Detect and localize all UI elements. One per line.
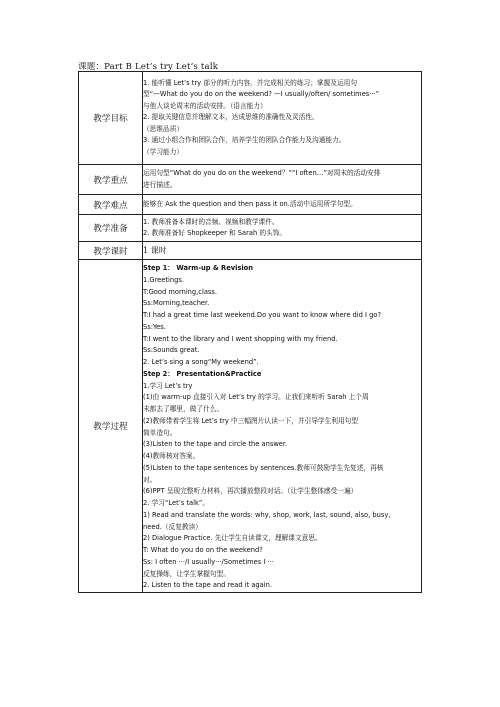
text-line: 2. Listen to the tape and read it again. [143, 581, 272, 590]
text-line: 1. 教师准备本课时的音频、视频和教学课件。 [143, 217, 279, 226]
content-key-points [143, 165, 422, 195]
text-line: (5)Listen to the tape sentences by sentences.教师可鼓励学生先复述，再核 [143, 463, 384, 472]
text-line: （思维品质） [143, 124, 184, 133]
text-line: 能够在 Ask the question and then pass it on.活动中运用所学句型。 [143, 199, 357, 208]
row-periods [79, 242, 422, 260]
label-process: 教学过程 [79, 260, 143, 593]
text-line: 1. 能听懂 Let’s try 部分的听力内容，并完成相关的练习；掌握及运用句 [143, 79, 358, 88]
text-line: Step 1： Warm-up & Revision [143, 264, 254, 272]
text-line: 对。 [143, 475, 157, 484]
text-line: Ss:Sounds great. [143, 346, 200, 355]
content-periods: 1 课时 [143, 242, 422, 260]
text-line: 型“—What do you do on the weekend? —I usually/often/ sometimes···” [143, 90, 380, 99]
text-line: (3)Listen to the tape and circle the answer. [143, 440, 288, 449]
lesson-plan-table [78, 71, 422, 593]
text-line: T:I went to the library and I went shopping with my friend. [143, 334, 338, 343]
row-preparation [79, 215, 422, 242]
text-line: 3. 通过小组合作和团队合作，培养学生的团队合作能力及沟通能力。 [143, 136, 346, 145]
text-line: 1.学习 Let’s try [143, 381, 193, 390]
text-line: 2. 教师准备好 Shopkeeper 和 Sarah 的头饰。 [143, 229, 287, 237]
text-line: Ss: I often ···/I usually···/Sometimes I ··· [143, 557, 274, 566]
content-objectives [143, 72, 422, 165]
text-line: (1)由 warm-up 直接引入对 Let’s try 的学习。让我们来听听 Sarah 上个周 [143, 393, 369, 402]
content-process [143, 260, 422, 593]
lesson-title: 课题：Part B Let’s try Let’s talk [78, 62, 219, 72]
text-line: （学习能力） [143, 147, 184, 156]
text-line: 与他人谈论周末的活动安排。（语言能力） [143, 101, 267, 110]
row-objectives [79, 72, 422, 165]
text-line: 2. 学习“Let’s talk”。 [143, 499, 210, 507]
label-key-points: 教学重点 [79, 165, 143, 195]
row-key-points [79, 165, 422, 195]
content-difficulties [143, 195, 422, 215]
row-process [79, 260, 422, 593]
text-line: 反复操练，让学生掌握句型。 [143, 569, 230, 578]
row-difficulties [79, 195, 422, 215]
text-line: Step 2： Presentation&Practice [143, 369, 262, 378]
text-line: 运用句型“What do you do on the weekend？”“I often…”对周末的活动安排 [143, 169, 381, 178]
text-line: (4)教师核对答案。 [143, 452, 200, 460]
text-line: need.（反复教读） [143, 522, 202, 531]
text-line: 2. Let’s sing a song“My weekend”. [143, 358, 259, 366]
text-line: 2. 提取关键信息并理解文本，达成思维的准确性及灵活性。 [143, 113, 319, 122]
text-line: 末都去了哪里，做了什么。 [143, 405, 224, 413]
text-line: (2)教师带着学生将 Let’s try 中三幅图片认读一下，并引导学生利用句型 [143, 416, 359, 425]
label-preparation: 教学准备 [79, 215, 143, 242]
text-line: Ss:Morning,teacher. [143, 299, 210, 308]
text-line: 简单造句。 [143, 428, 177, 437]
text-line: T:I had a great time last weekend.Do you want to know where did I go? [143, 311, 382, 319]
text-line: T:Good morning,class. [143, 287, 218, 296]
label-difficulties: 教学难点 [79, 195, 143, 215]
text-line: T: What do you do on the weekend? [143, 546, 263, 554]
text-line: 1) Read and translate the words: why, shop, work, last, sound, also, busy, [143, 510, 391, 519]
text-line: 1.Greetings. [143, 275, 184, 284]
label-objectives: 教学目标 [79, 72, 143, 165]
text-line: Ss:Yes. [143, 322, 166, 331]
text-line: (6)PPT 呈现完整听力材料，再次播放整段对话。（让学生整体感受一遍） [143, 487, 358, 496]
text-line: 进行描述。 [143, 180, 177, 189]
content-preparation [143, 215, 422, 242]
label-periods: 教学课时 [79, 242, 143, 260]
text-line: 2) Dialogue Practice. 先让学生自读课文，理解课文意思。 [143, 534, 322, 543]
